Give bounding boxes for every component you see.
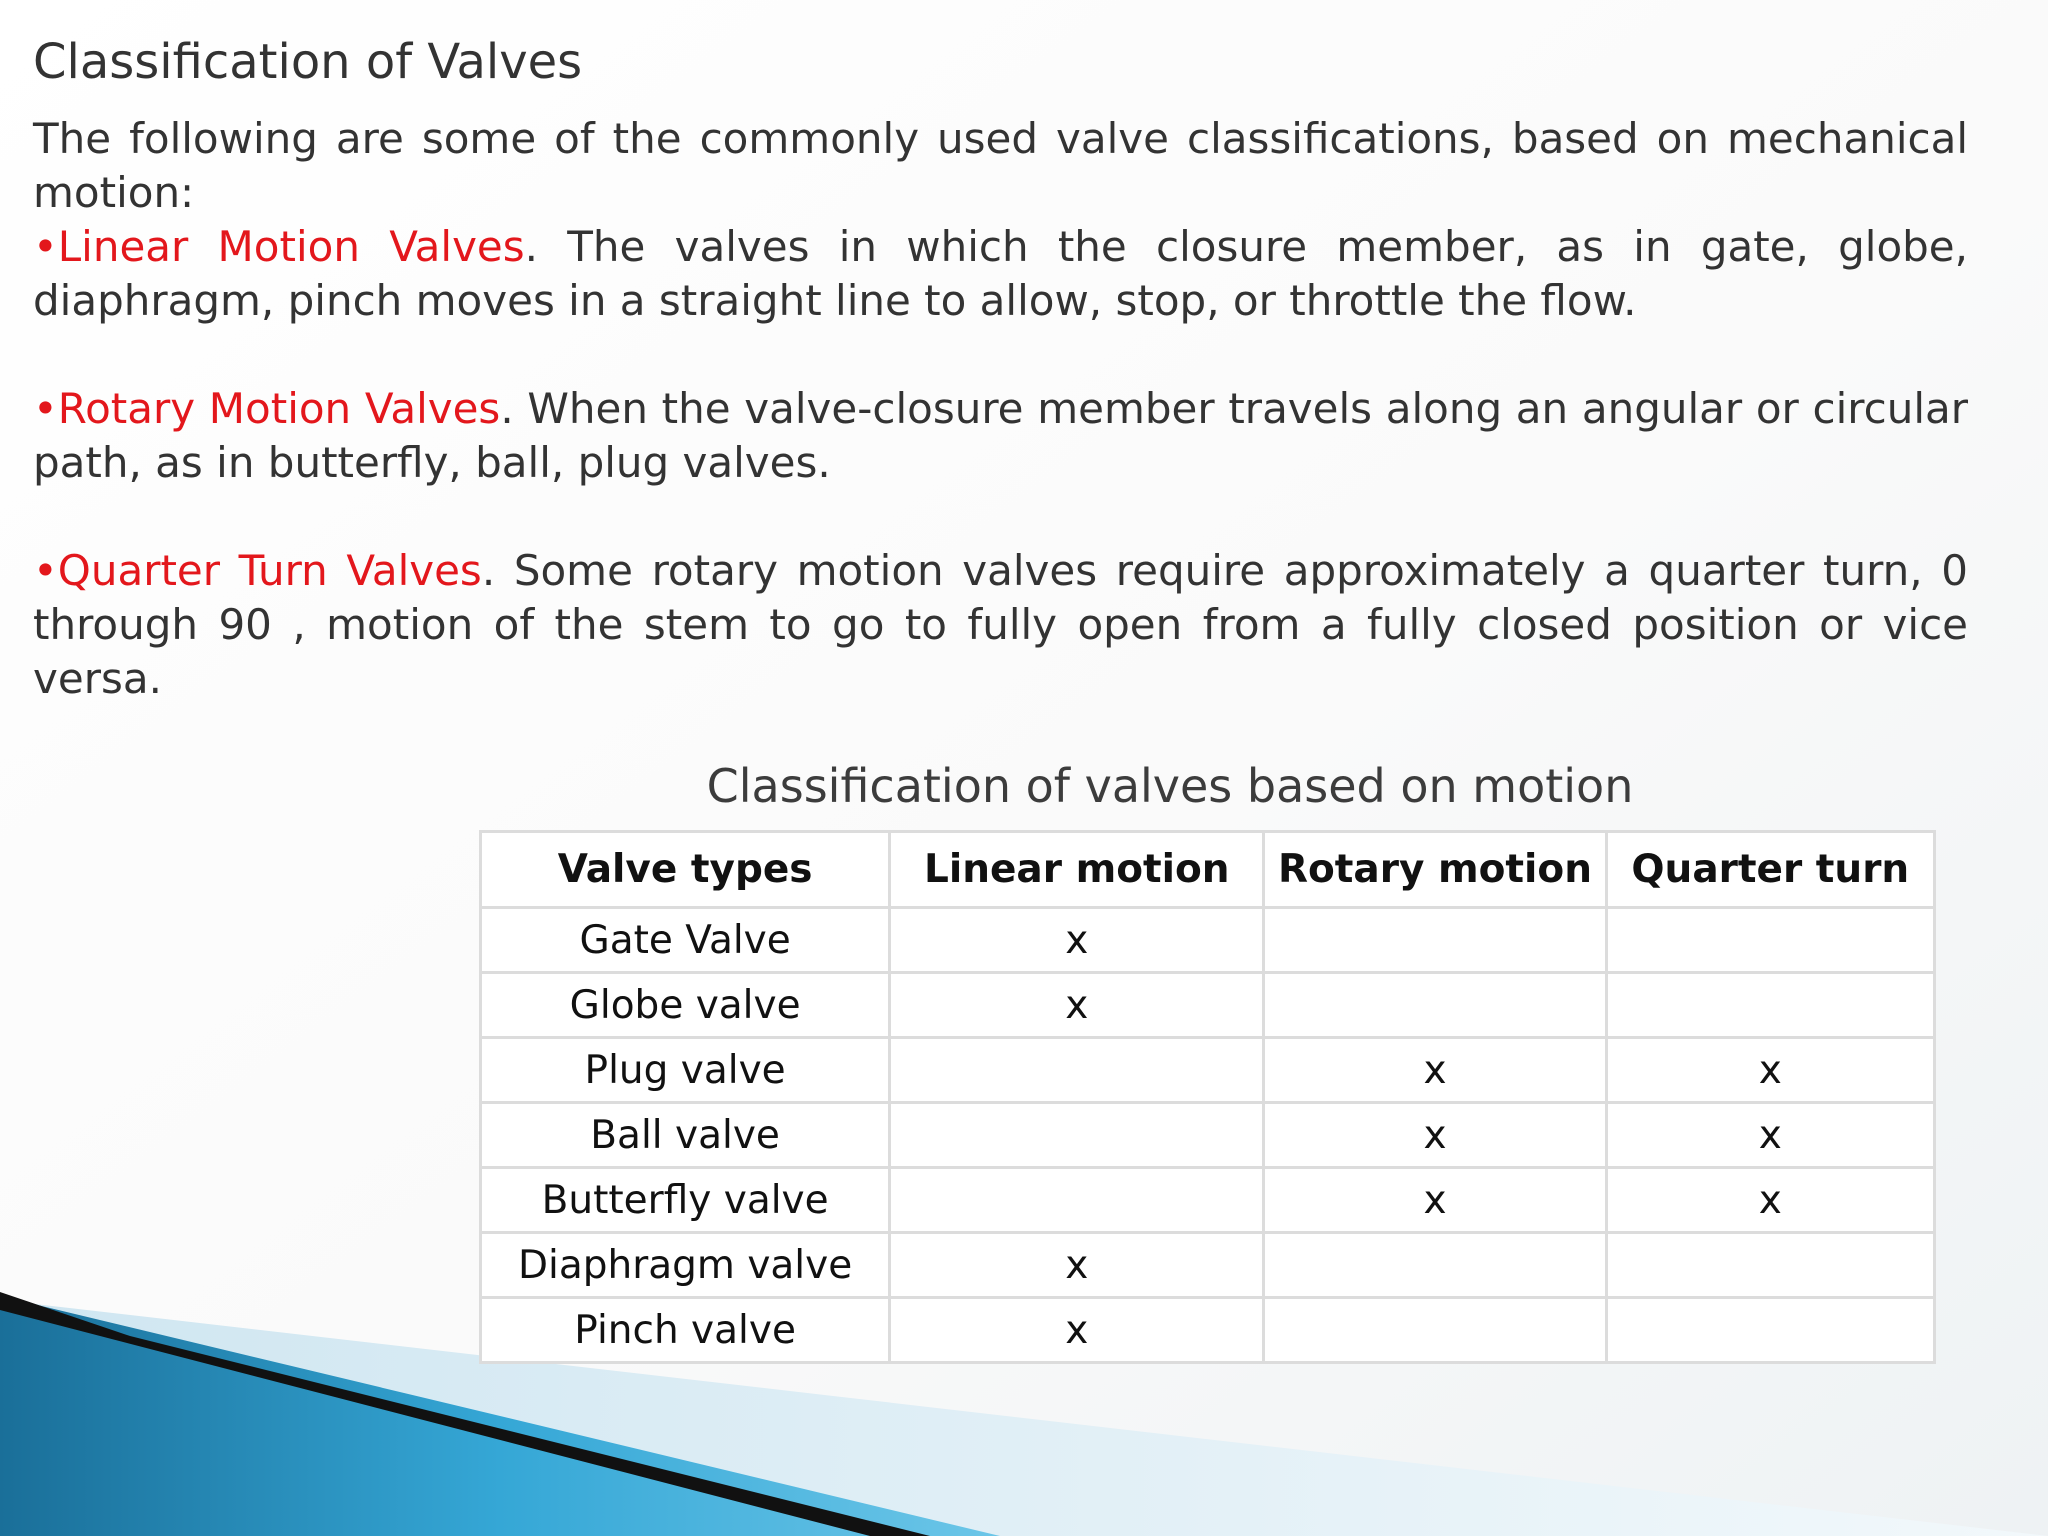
- cell-quarter: [1606, 973, 1934, 1038]
- cell-valve-type: Ball valve: [481, 1103, 890, 1168]
- header-linear-motion: Linear motion: [890, 832, 1264, 908]
- cell-valve-type: Plug valve: [481, 1038, 890, 1103]
- cell-linear: x: [890, 908, 1264, 973]
- cell-quarter: x: [1606, 1038, 1934, 1103]
- desc-rotary-motion: . When the valve-closure member travels along an angular or circular path, as in butterfly, ball, plug valves.: [33, 384, 1968, 487]
- cell-quarter: x: [1606, 1103, 1934, 1168]
- table-row: [481, 1038, 1935, 1103]
- bullet-linear: •: [33, 222, 58, 271]
- intro-paragraph: The following are some of the commonly used valve classifications, based on mechanical motion:: [33, 114, 1968, 217]
- table-row: [481, 1233, 1935, 1298]
- cell-rotary: [1264, 1233, 1606, 1298]
- cell-linear: x: [890, 1298, 1264, 1363]
- term-linear-motion: Linear Motion Valves: [57, 222, 525, 271]
- cell-quarter: x: [1606, 1168, 1934, 1233]
- slide-content: [33, 30, 1968, 706]
- bullet-quarter: •: [33, 546, 58, 595]
- cell-valve-type: Diaphragm valve: [481, 1233, 890, 1298]
- desc-quarter-turn: . Some rotary motion valves require approximately a quarter turn, 0 through 90 , motion of the stem to go to fully open from a fully closed position or vice versa.: [33, 546, 1968, 703]
- cell-linear: [890, 1168, 1264, 1233]
- item-linear-motion: [33, 220, 1968, 328]
- cell-valve-type: Gate Valve: [481, 908, 890, 973]
- cell-rotary: [1264, 973, 1606, 1038]
- cell-quarter: [1606, 1298, 1934, 1363]
- header-valve-types: Valve types: [481, 832, 890, 908]
- table-row: [481, 908, 1935, 973]
- cell-valve-type: Globe valve: [481, 973, 890, 1038]
- desc-linear-motion: . The valves in which the closure member, as in gate, globe, diaphragm, pinch moves in a straight line to allow, stop, or throttle the flow.: [33, 222, 1968, 325]
- table-row: [481, 1168, 1935, 1233]
- cell-quarter: [1606, 908, 1934, 973]
- cell-valve-type: Pinch valve: [481, 1298, 890, 1363]
- header-quarter-turn: Quarter turn: [1606, 832, 1934, 908]
- cell-rotary: x: [1264, 1168, 1606, 1233]
- cell-valve-type: Butterfly valve: [481, 1168, 890, 1233]
- table-row: [481, 1298, 1935, 1363]
- valve-classification-table: [479, 830, 1936, 1364]
- spacer: [33, 490, 1968, 544]
- slide-title: Classification of Valves: [33, 34, 583, 90]
- item-rotary-motion: [33, 382, 1968, 490]
- cell-rotary: x: [1264, 1038, 1606, 1103]
- bullet-rotary: •: [33, 384, 58, 433]
- table-header-row: [481, 832, 1935, 908]
- cell-linear: x: [890, 1233, 1264, 1298]
- cell-linear: [890, 1038, 1264, 1103]
- term-quarter-turn: Quarter Turn Valves: [57, 546, 482, 595]
- cell-rotary: [1264, 908, 1606, 973]
- spacer: [33, 328, 1968, 382]
- cell-rotary: [1264, 1298, 1606, 1363]
- table-row: [481, 973, 1935, 1038]
- cell-rotary: x: [1264, 1103, 1606, 1168]
- cell-linear: [890, 1103, 1264, 1168]
- item-quarter-turn: [33, 544, 1968, 706]
- table-row: [481, 1103, 1935, 1168]
- cell-quarter: [1606, 1233, 1934, 1298]
- term-rotary-motion: Rotary Motion Valves: [57, 384, 501, 433]
- table-title: Classification of valves based on motion: [706, 759, 1634, 813]
- header-rotary-motion: Rotary motion: [1264, 832, 1606, 908]
- cell-linear: x: [890, 973, 1264, 1038]
